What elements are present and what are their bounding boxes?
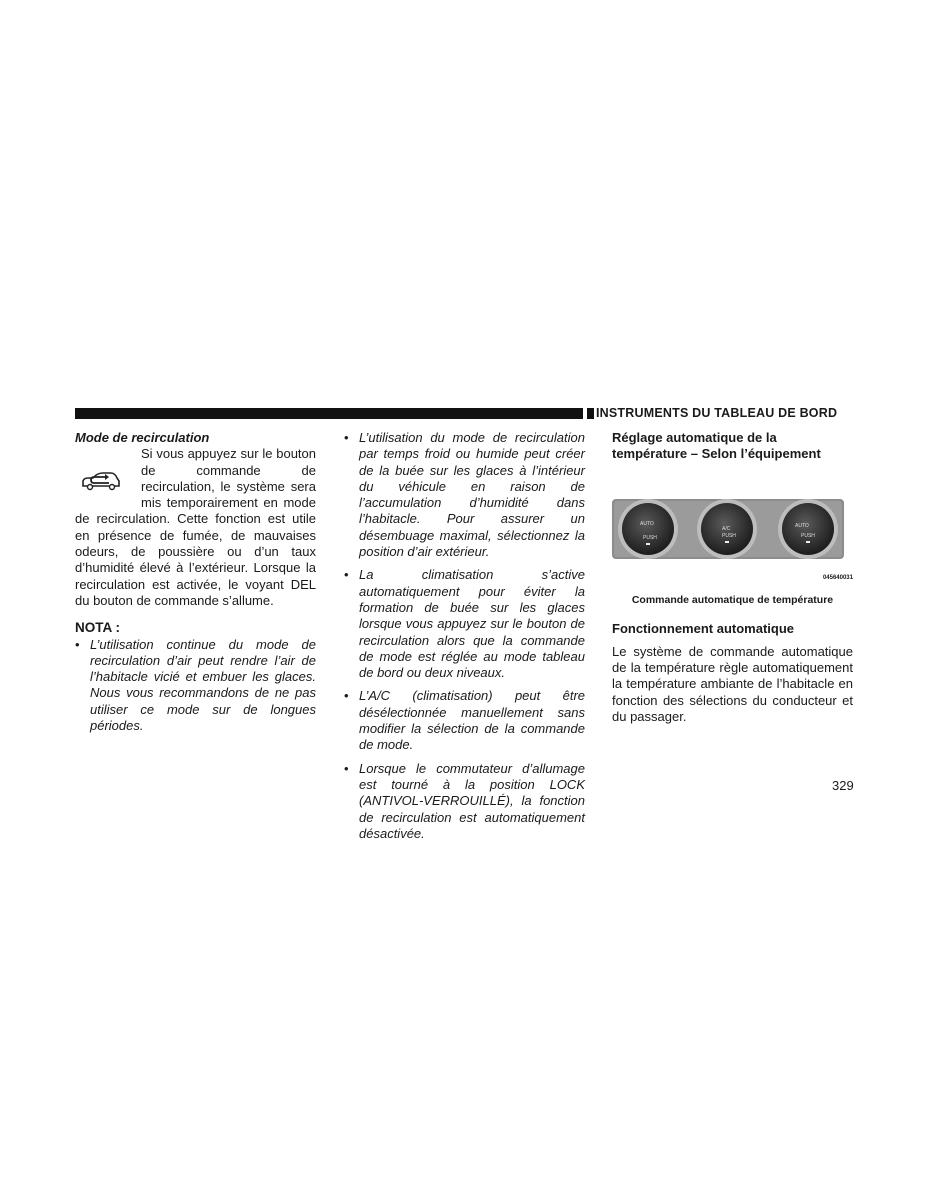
nota-label: NOTA :: [75, 620, 120, 636]
nota-list: [75, 637, 316, 735]
auto-operation-heading: Fonctionnement automatique: [612, 621, 794, 637]
knob-right: [778, 499, 838, 559]
climate-control-panel-image: [612, 493, 844, 563]
knob-label-bottom: PUSH: [722, 532, 736, 539]
climate-control-figure: [612, 493, 853, 609]
figure-caption: Commande automatique de température: [631, 594, 834, 607]
recirculation-notes-list: [344, 430, 585, 842]
knob-center: [697, 499, 757, 559]
auto-operation-paragraph: Le système de commande automatique de la température règle automatiquement la température ambiante de l’habitacle en fonction des sélections du conducteur et du passager.: [612, 643, 853, 724]
list-item: • Lorsque le commutateur d’allumage est tourné à la position LOCK (ANTIVOL-VERROUILLÉ), la fonction de recirculation est automatiquement désactivée.: [344, 760, 585, 841]
auto-temp-heading: Réglage automatique de la température – Selon l’équipement: [612, 430, 821, 462]
header-rule-marker: [587, 408, 594, 419]
knob-left: [618, 499, 678, 559]
knob-label-top: AUTO: [640, 520, 654, 527]
recirculation-paragraph: Si vous appuyez sur le bouton de commande de recirculation, le système sera mis temporairement en mode de recirculation. Cette fonction est utile en présence de fumée, de mauvaises odeurs, de poussière ou d’un taux d’humidité élevé à l’extérieur. Lorsque la recirculation est activée, le voyant DEL du bouton de commande s’allume.: [75, 446, 316, 608]
list-item: • L’A/C (climatisation) peut être désélectionnée manuellement sans modifier la sélection de la commande de mode.: [344, 688, 585, 753]
header-rule: [75, 408, 583, 419]
list-item: • L’utilisation du mode de recirculation par temps froid ou humide peut créer de la buée sur les glaces à l’intérieur du véhicule en raison de l’accumulation d’humidité dans l’habitacle. Pour assurer un désembuage maximal, sélectionnez la position d’air extérieur.: [344, 430, 585, 560]
figure-code: 045640031: [822, 574, 853, 581]
knob-label-bottom: PUSH: [801, 532, 815, 539]
column-1: [75, 430, 316, 741]
knob-label-top: A/C: [722, 525, 731, 532]
recirculation-icon: [81, 470, 121, 492]
column-3: [612, 430, 853, 725]
list-item: • L’utilisation continue du mode de recirculation d’air peut rendre l’air de l’habitacle vicié et embuer les glaces. Nous vous recommandons de ne pas utiliser ce mode sur de longues périodes.: [75, 636, 316, 734]
section-title: INSTRUMENTS DU TABLEAU DE BORD: [596, 406, 838, 420]
list-item: • La climatisation s’active automatiquement pour éviter la formation de buée sur les glaces lorsque vous appuyez sur le bouton de recirculation alors que la commande de mode est réglée au mode tableau de bord ou deux niveaux.: [344, 567, 585, 681]
knob-label-top: AUTO: [795, 522, 809, 529]
knob-label-bottom: PUSH: [643, 534, 657, 541]
recirculation-heading: Mode de recirculation: [75, 430, 210, 445]
column-2: [344, 430, 585, 849]
recirculation-icon-frame: [75, 446, 137, 502]
recirculation-paragraph-block: [75, 446, 316, 609]
page-number: 329: [832, 778, 854, 793]
